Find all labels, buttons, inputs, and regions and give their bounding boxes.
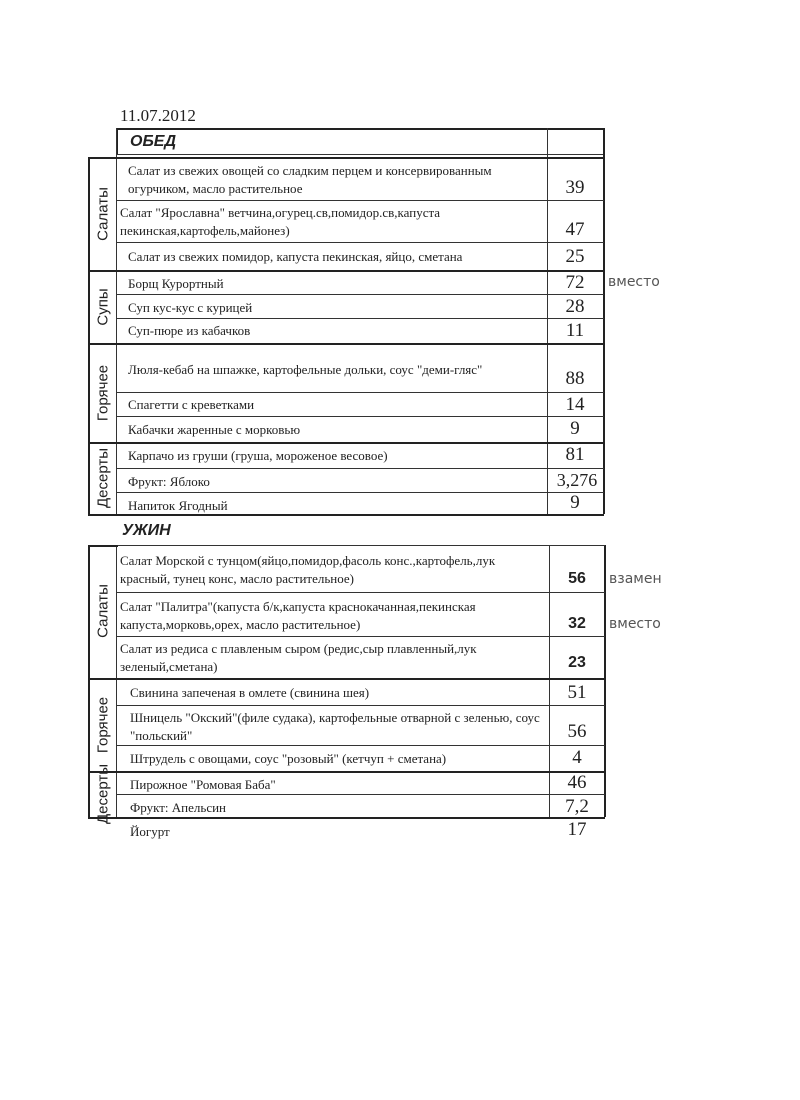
dish-name: Фрукт: Апельсин [130,800,227,815]
dish-name: Салат из свежих овощей со сладким перцем и консервированным огурчиком, масло растительное [128,163,492,196]
row-separator [116,492,604,493]
category-label: Салаты [94,187,112,241]
dish-price: 51 [567,682,587,703]
dish-name: Пирожное "Ромовая Баба" [130,777,276,792]
table-border [547,128,548,514]
dish-price: 25 [565,246,585,267]
dish-name: Спагетти с креветками [128,397,255,412]
category-label: Горячее [94,364,112,422]
table-border [549,545,550,817]
dish-name: Борщ Курортный [128,276,224,291]
dish-price: 28 [565,296,585,317]
dish-price: 9 [570,492,580,513]
dish-name: Люля-кебаб на шпажке, картофельные дольки, соус "деми-гляс" [128,362,483,377]
dish-price: 11 [565,320,585,341]
group-separator [88,343,604,345]
dish-name: Напиток Ягодный [128,498,228,513]
dinner-title: УЖИН [122,522,171,539]
table-border [88,157,90,514]
margin-note: вместо [609,616,661,632]
dish-price: 72 [565,272,585,293]
category-label: Десерты [94,447,112,509]
group-separator [88,545,118,547]
dish-name: Йогурт [130,824,170,839]
table-border [116,128,117,514]
dish-name: Фрукт: Яблоко [128,474,210,489]
margin-note: взамен [609,571,662,587]
dish-name: Суп-пюре из кабачков [128,323,251,338]
table-border [116,545,117,817]
row-separator [116,705,605,706]
category-label: Десерты [94,763,112,825]
dish-price: 17 [567,819,587,840]
dish-name: Салат "Палитра"(капуста б/к,капуста краснокачанная,пекинская капуста,морковь,орех, масло растительное) [120,599,476,632]
table-border [88,545,90,817]
group-separator [88,270,604,272]
table-border [603,128,605,514]
category-label: Горячее [94,696,112,754]
row-separator [116,636,605,637]
table-border [116,154,604,155]
dish-name: Шницель "Окский"(филе судака), картофельные отварной с зеленью, соус "польский" [130,710,540,743]
row-separator [116,200,604,201]
dish-price: 7,2 [565,796,589,817]
dish-price: 46 [567,772,587,793]
row-separator [116,545,605,546]
menu-date: 11.07.2012 [120,106,196,125]
dish-price: 88 [565,368,585,389]
category-label: Салаты [94,584,112,638]
dish-price: 9 [570,418,580,439]
dish-price: 39 [565,177,585,198]
dish-price: 56 [567,721,587,742]
lunch-title: ОБЕД [130,133,176,150]
dish-price: 56 [568,570,586,587]
dish-price: 3,276 [556,470,598,490]
group-separator [88,678,605,680]
dish-price: 23 [568,654,586,671]
dish-price: 47 [565,219,585,240]
group-separator [88,442,604,444]
group-separator [88,817,605,819]
dish-price: 81 [565,444,585,465]
dish-price: 32 [568,615,586,632]
group-separator [88,157,604,159]
dish-price: 14 [565,394,585,415]
margin-note: вместо [608,274,660,290]
dish-name: Штрудель с овощами, соус "розовый" (кетчуп + сметана) [130,751,447,766]
dish-name: Суп кус-кус с курицей [128,300,253,315]
dish-name: Карпачо из груши (груша, мороженое весовое) [128,448,388,463]
row-separator [116,592,605,593]
row-separator [116,416,604,417]
dish-name: Салат "Ярославна" ветчина,огурец.св,помидор.св,капуста пекинская,картофель,майонез) [120,205,441,238]
dish-name: Кабачки жаренные с морковью [128,422,301,437]
category-label: Супы [94,288,112,326]
dish-name: Салат Морской с тунцом(яйцо,помидор,фасоль конс.,картофель,лук красный, тунец конс, масло растительное) [120,553,496,586]
dish-name: Салат из свежих помидор, капуста пекинская, яйцо, сметана [128,249,463,264]
dish-name: Свинина запеченая в омлете (свинина шея) [130,685,370,700]
row-separator [116,294,604,295]
row-separator [116,242,604,243]
row-separator [116,745,605,746]
group-separator [88,771,605,773]
row-separator [116,392,604,393]
dish-price: 4 [572,747,582,768]
table-border [604,545,606,817]
row-separator [116,794,605,795]
dish-name: Салат из редиса с плавленым сыром (редис,сыр плавленный,лук зеленый,сметана) [120,641,477,674]
row-separator [116,318,604,319]
table-border [116,128,604,130]
row-separator [116,468,604,469]
